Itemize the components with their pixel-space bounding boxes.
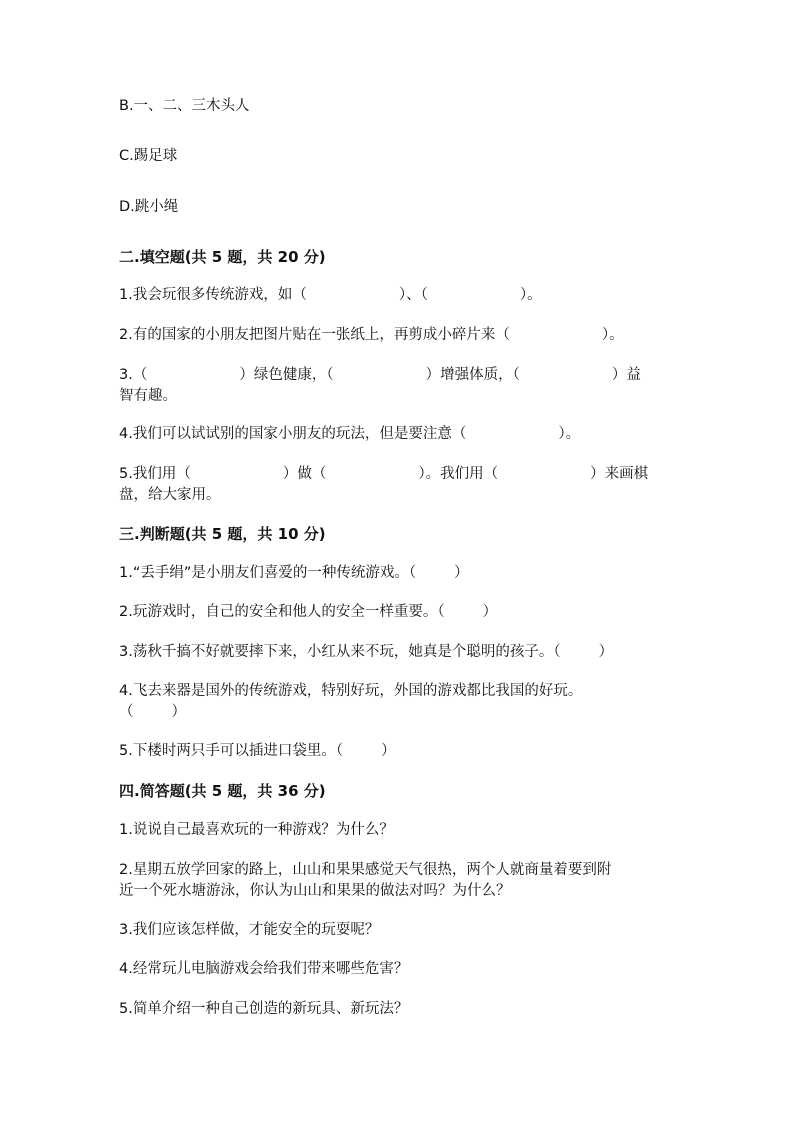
tf-question-5 [119,740,396,762]
tf-q1-text-a: 1.“丢手绢”是小朋友们喜爱的一种传统游戏。（ [119,565,417,581]
fill-q3-text-b: ）绿色健康，（ [239,367,334,383]
tf-q4-text-b: （ [119,704,134,720]
tf-q3-text-a: 3.荡秋千搞不好就要摔下来，小红从来不玩，她真是个聪明的孩子。（ [119,644,561,660]
fill-question-3-line-1 [119,364,641,386]
tf-q4-text-c: ） [171,704,186,720]
tf-q5-text-b: ） [381,743,396,759]
fill-q5-text-c: ）。我们用（ [418,466,499,482]
fill-q3-text-c: ）增强体质，（ [425,367,520,383]
option-b: B.一、二、三木头人 [119,98,250,114]
section-fill-blank-title: 二.填空题(共 5 题，共 20 分) [119,248,326,266]
tf-q3-text-b: ） [598,644,614,660]
option-c: C.踢足球 [119,148,178,164]
fill-q5-text-b: ）做（ [282,466,327,482]
fill-q4-text-b: ）。 [558,426,581,442]
tf-question-4-line-2 [119,701,186,723]
fill-question-3-line-2: 智有趣。 [119,388,177,404]
sa-question-5: 5.简单介绍一种自己创造的新玩具、新玩法？ [119,1001,409,1017]
tf-question-1 [119,562,469,584]
fill-q3-text-a: 3.（ [119,367,148,383]
tf-q1-text-b: ） [454,565,469,581]
fill-question-5-line-1 [119,463,648,485]
fill-q1-text-c: ）。 [519,287,542,303]
sa-question-2-line-2: 近一个死水塘游泳，你认为山山和果果的做法对吗？为什么？ [119,883,511,899]
fill-question-5-line-2: 盘，给大家用。 [119,487,221,503]
fill-q5-text-d: ）来画棋 [590,466,649,482]
fill-q3-text-d: ）益 [611,367,641,383]
tf-q2-text-a: 2.玩游戏时，自己的安全和他人的安全一样重要。（ [119,604,445,620]
fill-question-2 [119,324,624,346]
option-d: D.跳小绳 [119,199,179,215]
fill-q5-text-a: 5.我们用（ [119,466,191,482]
tf-question-4-line-1: 4.飞去来器是国外的传统游戏，特别好玩，外国的游戏都比我国的好玩。 [119,683,583,699]
fill-q2-text-a: 2.有的国家的小朋友把图片贴在一张纸上，再剪成小碎片来（ [119,327,510,343]
tf-question-2 [119,601,497,623]
fill-q1-text-b: ）、（ [398,287,428,303]
sa-question-2-line-1: 2.星期五放学回家的路上，山山和果果感觉天气很热，两个人就商量着要到附 [119,862,612,878]
tf-q5-text-a: 5.下楼时两只手可以插进口袋里。（ [119,743,344,759]
fill-q4-text-a: 4.我们可以试试别的国家小朋友的玩法，但是要注意（ [119,426,467,442]
fill-q2-text-b: ）。 [601,327,624,343]
sa-question-3: 3.我们应该怎样做，才能安全的玩耍呢？ [119,922,380,938]
fill-q1-text-a: 1.我会玩很多传统游戏，如（ [119,287,307,303]
fill-question-1 [119,284,542,306]
tf-q2-text-b: ） [482,604,498,620]
section-true-false-title: 三.判断题(共 5 题，共 10 分) [119,525,326,543]
fill-question-4 [119,423,580,445]
section-short-answer-title: 四.简答题(共 5 题，共 36 分) [119,782,326,800]
tf-question-3 [119,641,613,663]
sa-question-1: 1.说说自己最喜欢玩的一种游戏？为什么？ [119,822,394,838]
sa-question-4: 4.经常玩儿电脑游戏会给我们带来哪些危害？ [119,961,409,977]
